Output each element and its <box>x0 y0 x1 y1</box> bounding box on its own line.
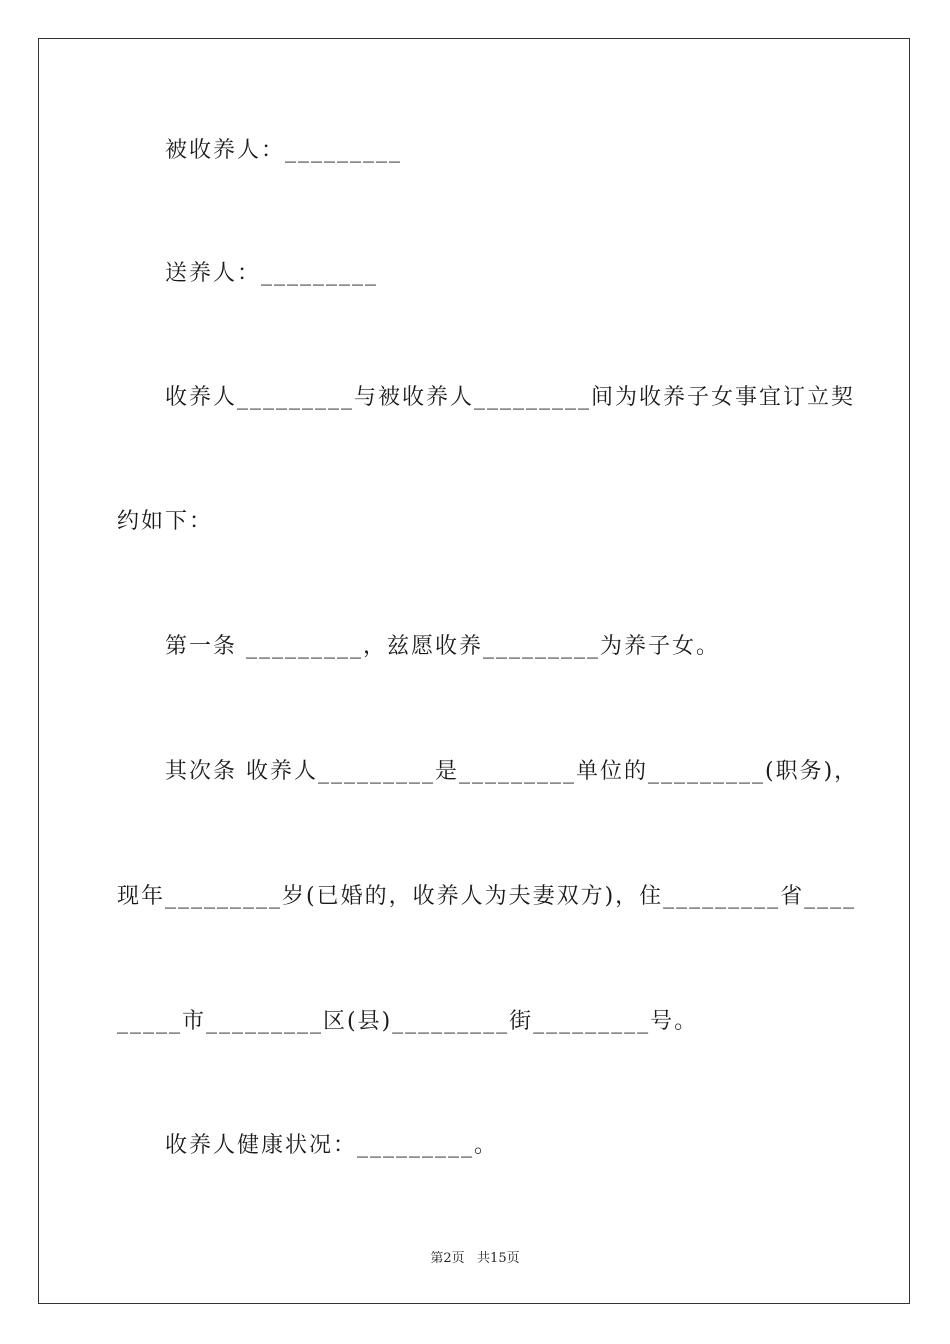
article-two-line: 其次条 收养人_________是_________单位的_________(职务)， <box>165 759 859 784</box>
page-border <box>38 38 910 1304</box>
article-one-line: 第一条 _________，兹愿收养_________为养子女。 <box>165 634 720 659</box>
agreement-intro-continuation: 约如下： <box>117 509 214 534</box>
article-two-continuation-1: 现年_________岁(已婚的，收养人为夫妻双方)，住_________省____ <box>117 884 857 909</box>
adoptee-line: 被收养人：_________ <box>165 138 403 163</box>
health-status-line: 收养人健康状况：_________。 <box>165 1133 499 1158</box>
page-number-footer: 第2页 共15页 <box>430 1251 520 1266</box>
agreement-intro-line: 收养人_________与被收养人_________间为收养子女事宜订立契 <box>165 385 856 410</box>
giver-line: 送养人：_________ <box>165 261 379 286</box>
article-two-continuation-2: _____市_________区(县)_________街_________号。 <box>117 1009 699 1034</box>
